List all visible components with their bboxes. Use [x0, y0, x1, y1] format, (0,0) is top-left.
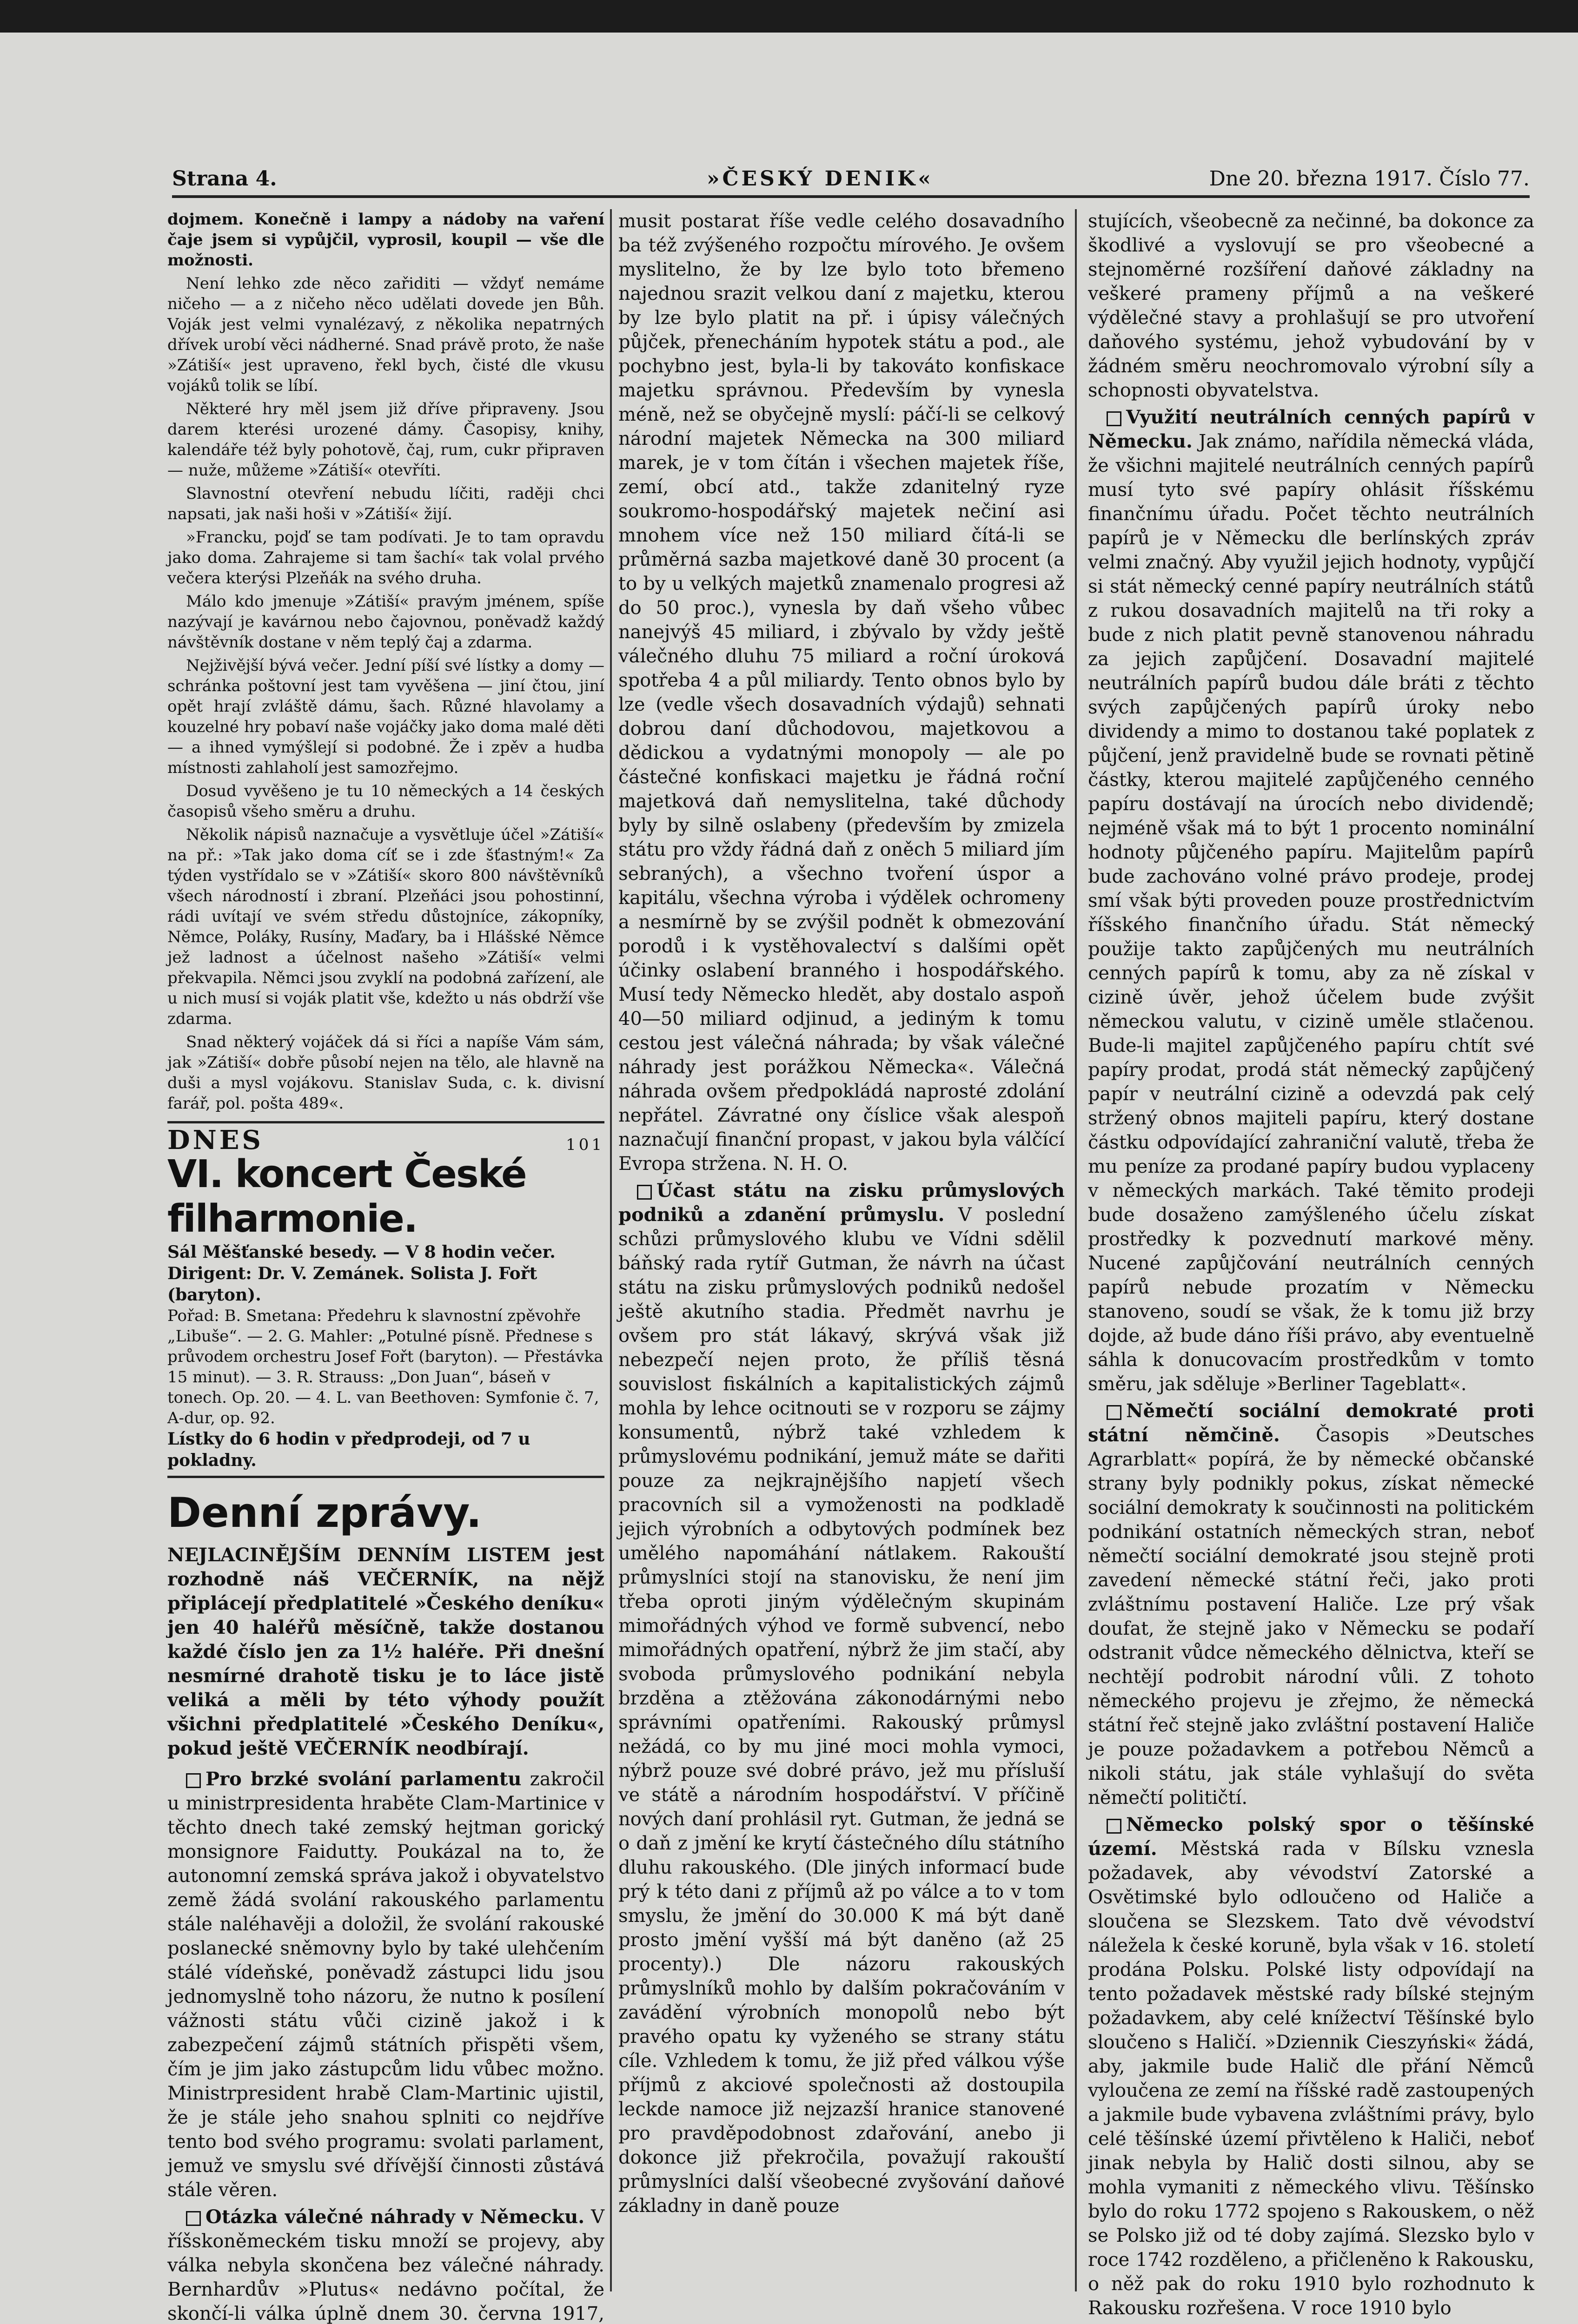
paragraph: Některé hry měl jsem již dříve připraveny. Jsou darem kterési urozené dámy. Časopisy, knihy, kalendáře též byly pohotově, čaj, rum, cukr připraven — nuže, můžeme »Zátiší« otevříti.: [167, 400, 604, 480]
news-body: Městská rada v Bílsku vznesla požadavek, aby vévodství Zatorské a Osvětimské bylo odloučeno od Haliče a sloučena se Slezskem. Tato dvě vévodství náležela k české koruně, byla však v 16. století prodána Polsku. Polské listy odpovídají na tento požadavek městské rady bílské stejným požadavkem, aby celé knížectví Těšínské bylo sloučeno s Haličí. »Dziennik Cieszyński« žádá, aby, jakmile bude Halič dle přání Němců vyloučena ze zemí na říšské radě zastoupených a jakmile bude vybavena zvláštními právy, bylo celé těšínské území přivtěleno k Haliči, neboť jinak nebyla by Halič dosti silnou, aby se mohla vymaniti z německého vlivu. Těšínsko bylo do roku 1772 spojeno s Rakouskem, o něž se Polsko již od té doby zajímá. Slezsko bylo v roce 1742 rozděleno, a přičleněno k Rakousku, o něž pak do roku 1910 bylo rozhodnuto k Rakousku rozřešena. V roce 1910 bylo: [1088, 1838, 1534, 2319]
column-divider: [1075, 209, 1077, 2291]
paragraph: Nejživější bývá večer. Jední píší své lístky a domy — schránka poštovní jest tam vyvěšena — jiní čtou, jiní opět hrají zvláště dámu, šach. Různé hlavolamy a kouzelné hry pobaví naše vojáčky jako doma malé děti — a ihned vymýšlejí si podobné. Že i zpěv a hudba místnosti zahlaholí jest samozřejmo.: [167, 656, 604, 777]
paragraph: Málo kdo jmenuje »Zátiší« pravým jménem, spíše nazývají je kavárnou nebo čajovnou, poněvadž každý návštěvník dostane v něm teplý čaj a zdarma.: [167, 592, 604, 652]
news-headline: Německo polský spor o těšínské území.: [1088, 1814, 1534, 1860]
paragraph: Několik nápisů naznačuje a vysvětluje účel »Zátiší« na př.: »Tak jako doma cíť se i zde šťastným!« Za týden vystřídalo se v »Zátiší« skoro 800 návštěvníků všech národností i zbraní. Plzeňáci jsou pohostinní, rádi uvítají ve svém středu důstojníce, zákopníky, Němce, Poláky, Rusíny, Maďary, ba i Hlášské Němce jež ladnost a účelnost našeho »Zátiší« velmi překvapila. Němci jsou zvyklí na podobná zařízení, ale u nich musí si voják platit vše, kdežto u nás obdrží vše zdarma.: [167, 825, 604, 1028]
page-content: [139, 33, 1534, 2324]
ad-program: Pořad: B. Smetana: Předehru k slavnostní zpěvohře „Libuše“. — 2. G. Mahler: „Potulné písně. Přednese s průvodem orchestru Josef Fořt (baryton). — Přestávka 15 minut). — 3. R. Strauss: „Don Juan“, báseň v tonech. Op. 20. — 4. L. van Beethoven: Symfonie č. 7, A-dur, op. 92.: [167, 1307, 603, 1427]
news-item: [1088, 405, 1534, 1396]
square-bullet-icon: [1107, 1819, 1121, 1834]
news-headline: Využití neutrálních cenných papírů v Německu.: [1088, 406, 1534, 452]
news-body: V poslední schůzi průmyslového klubu ve Vídni sdělil báňský rada rytíř Gutman, že návrh na účast státu na zisku průmyslových podniků nedošel ještě akutního stadia. Předmět navrhu je ovšem pro stát lákavý, skrývá však již nebezpečí nejen proto, že příliš těsná souvislost fiskálních a kapitalistických zájmů mohla by lehce ocitnouti se v rozporu se zájmy konsumentů, nýbrž také vzhledem k průmyslovému podnikání, jemuž máte se dařiti pouze za nejkrajnějšího napjetí všech pracovních sil a vymoženosti na podkladě jejich výrobních a odbytových podmínek bez umělého napomáhání nátlakem. Rakouští průmyslníci stojí na stanovisku, že není jim třeba oproti jiným výdělečným skupinám mimořádných výhod ve formě subvencí, nebo mimořádných opatření, nýbrž že jim stačí, aby svoboda průmyslového podnikání nebyla brzděna a ztěžována zákonodárnými nebo správními opatřeními. Rakouský průmysl nežádá, co by mu jiné moci mohla vymoci, nýbrž pouze své dobré právo, jež mu přísluší ve státě a národním hospodářství. V příčině nových daní prohlásil ryt. Gutman, že jedná se o daň z jmění ke krytí částečného dílu státního dluhu rakouského. (Dle jiných informací bude prý k této dani z příjmů až po válce a to v tom smyslu, že jmění do 30.000 K má být daně prosto jmění vyšší má být daněno (až 25 procenty).) Dle názoru rakouských průmyslníků mohlo by dalším pokračováním v zavádění výrobních monopolů nebo být pravého opatu ky vyženého se strany státu cíle. Vzhledem k tomu, že již před válkou výše příjmů z akciové společnosti až dostoupila leckde namoce již nejzazší hranice stanovené pro pravděpodobnost zdařování, anebo ji dokonce již překročila, považují rakouští průmyslníci další všeobecné zvyšování daňové základny in daně pouze: [618, 1204, 1065, 2217]
news-headline: Němečtí sociální demokraté proti státní němčině.: [1088, 1400, 1534, 1446]
square-bullet-icon: [1107, 411, 1121, 426]
column-2: [618, 209, 1065, 2301]
newspaper-title: »ČESKÝ DENIK«: [707, 167, 934, 191]
news-body: Jak známo, nařídila německá vláda, že všichni majitelé neutrálních cenných papírů musí tyto své papíry ohlásit říšskému finančnímu úřadu. Počet těchto neutrálních papírů je v Německu dle berlínských zpráv velmi značný. Aby využil jejich hodnoty, vypůjčí si stát německý cenné papíry neutrálních států z rukou dosavadních majitelů na tři roky a bude z nich platit pevně stanovenou náhradu za jejich zapůjčení. Dosavadní majitelé neutrálních papírů budou dále bráti z těchto svých zapůjčených papírů úroky nebo dividendy a mimo to dostanou také poplatek z půjčení, jenž pravidelně bude se rovnati pětině částky, kterou majitelé zapůjčeného cenného papíru dostávají na úrocích nebo dividendě; nejméně však má to být 1 procento nominální hodnoty půjčeného papíru. Majitelům papírů bude zachováno volné právo prodeje, prodej smí však býti proveden pouze prostřednictvím říšského finančního úřadu. Stát německý použije takto zapůjčených mu neutrálních cenných papírů k tomu, aby za ně získal v cizině úvěr, jehož účelem bude zvýšit německou valutu, v cizině uměle stlačenou. Bude-li majitel zapůjčeného papíru chtít své papíry prodat, prodá stát německý zapůjčený papír v neutrální cizině a odevzdá pak celý stržený obnos majiteli papíru, který dostane částku odpovídající zahraniční valutě, třeba že mu peníze za prodané papíry budou vyplaceny v německých markách. Také těmito prodeji bude dosaženo zamýšleného účelu získat prostředky k pozvednutí markové měny. Nucené zapůjčování neutrálních cenných papírů nebude prozatím v Německu stanoveno, soudí se však, že k tomu již brzy dojde, až bude dáno říši právo, aby eventuelně sáhla k donucovacím prostředkům v tomto směru, jak sděluje »Berliner Tageblatt«.: [1088, 431, 1534, 1395]
news-headline: Otázka válečné náhrady v Německu.: [206, 2206, 585, 2228]
news-body: V říšskoněmeckém tisku množí se projevy, aby válka nebyla skončena bez válečné náhrady. Bernhardův »Plutus« nedávno počítal, že skončí-li válka úplně dnem 30. června 1917,: [167, 2206, 604, 2324]
paragraph: musit postarat říše vedle celého dosavadního ba též zvýšeného rozpočtu mírového. Je ovšem myslitelno, že by lze bylo toto břemeno najednou srazit velkou daní z majetku, kterou by lze bylo platit na př. i úpisy válečných půjček, přenecháním hypotek státu a pod., ale pochybno jest, byla-li by takováto konfiskace majetku správnou. Především by vynesla méně, než se obyčejně myslí: páčí-li se celkový národní majetek Německa na 300 miliard marek, je v tom čítán i všechen majetek říše, zemí, obcí atd., takže zdanitelný ryze soukromo-hospodářský majetek nečiní asi mnohem více než 150 miliard čítá-li se průměrná sazba majetkové daně 30 procent (a to by u velkých majetků znamenalo progresi až do 50 proc.), vynesla by daň všeho vůbec nanejvýš 45 miliard, i zbývalo by vždy ještě válečného dluhu 75 miliard a roční úroková spotřeba 4 a půl miliardy. Tento obnos bylo by lze (vedle všech dosavadních výdajů) sehnati dobrou daní důchodovou, majetkovou a dědickou a vydatnými monopoly — ale po částečné konfiskaci majetku je řádná roční majetková daň nemyslitelna, také důchody byly by silně oslabeny (především by zmizela státu pro vždy řádná daň z oněch 5 miliard jím sebraných), a všechno tvoření úspor a kapitálu, všechna výroba i výdělek ochromeny a nesmírně by se zvýšil podnět k obmezování porodů i k vystěhovalectví s dalšími opět účinky oslabení branného i hospodářského. Musí tedy Německo hledět, aby dostalo aspoň 40—50 miliard odjinud, a jediným k tomu cestou jest válečná náhrada; by však válečné náhrady jest porážkou Německa«. Válečná náhrada ovšem předpokládá naprosté zdolání nepřátel. Závratné ony číslice však alespoň naznačují finanční propast, v jakou byla válčící Evropa stržena. N. H. O.: [618, 211, 1065, 1175]
paragraph: Snad některý vojáček dá si říci a napíše Vám sám, jak »Zátiší« dobře působí nejen na tělo, ale hlavně na duši a mysl vojákovu. Stanislav Suda, c. k. divisní farář, pol. pošta 489«.: [167, 1033, 604, 1113]
news-item: [167, 1767, 604, 2202]
paragraph: dojmem. Konečně i lampy a nádoby na vaření čaje jsem si vypůjčil, vyprosil, koupil — vše dle možnosti.: [167, 210, 604, 270]
paragraph: Slavnostní otevření nebudu líčiti, raději chci napsati, jak naši hoši v »Zátiší« žijí.: [167, 484, 604, 523]
square-bullet-icon: [186, 1773, 201, 1788]
news-item: [618, 1179, 1065, 2218]
article-zatisi: [167, 209, 604, 1114]
paragraph: Dosud vyvěšeno je tu 10 německých a 14 českých časopisů všeho směru a druhu.: [167, 782, 604, 821]
square-bullet-icon: [186, 2211, 201, 2226]
ad-conductor: Dirigent: Dr. V. Zemánek. Solista J. Fořt (baryton).: [167, 1264, 537, 1305]
ad-title: VI. koncert České filharmonie.: [167, 1152, 526, 1241]
paragraph: Není lehko zde něco zařiditi — vždyť nemáme ničeho — a z ničeho něco udělati dovede jen Bůh. Voják jest velmi vynalézavý, z několika nepatrných dřívek urobí věci nádherné. Snad právě proto, že naše »Zátiší« jest upraveno, řekl bych, čisté dle vkusu vojáků tolik se líbí.: [167, 274, 604, 395]
news-item: [167, 2205, 604, 2324]
news-headline: Účast státu na zisku průmyslových podniků a zdanění průmyslu.: [618, 1180, 1065, 1226]
square-bullet-icon: [637, 1185, 652, 1200]
paragraph: stujících, všeobecně za nečinné, ba dokonce za škodlivé a vyslovují se pro všeobecné a stejnoměrné rozšíření daňové základny na veškeré prameny příjmů a na veškeré výdělečné stavy a prohlašují se pro utvoření daňového systému, jehož vybudování by v žádném směru neochromovalo výrobní síly a schopnosti obyvatelstva.: [1088, 211, 1534, 401]
square-bullet-icon: [1107, 1405, 1121, 1420]
news-item: [1088, 1813, 1534, 2320]
masthead: [172, 158, 1530, 198]
column-1: [167, 209, 604, 2324]
ad-headline: DNES 101: [167, 1128, 604, 1152]
newspaper-page: [0, 33, 1578, 2324]
news-body: zakročil u ministrpresidenta hraběte Clam-Martinice v těchto dnech také zemský hejtman gorický monsignore Faidutty. Poukázal na to, že autonomní zemská správa jakož i obyvatelstvo země žádá svolání rakouského parlamentu stále naléhavěji a doložil, že svolání rakouské poslanecké sněmovny bylo by také ulehčením stálé vídeňské, poněvadž zástupci lidu jsou jednomyslně toho názoru, že nutno k posílení vážnosti státu vůči cizině jakož i k zabezpečení zájmů státních přispěti všem, čím je jim jako zástupcům lidu vůbec možno. Ministrpresident hrabě Clam-Martinic ujistil, že je stále jeho snahou splniti co nejdříve tento bod svého programu: svolati parlament, jemuž ve smyslu své dřívější činnosti zůstává stále věren.: [167, 1769, 604, 2201]
ad-number: 101: [566, 1136, 604, 1154]
ad-tickets: Lístky do 6 hodin v předprodeji, od 7 u pokladny.: [167, 1429, 530, 1470]
news-body: Časopis »Deutsches Agrarblatt« popírá, že by německé občanské strany byly podnikly pokus, získat německé sociální demokraty k součinnosti na politickém podnikání ostatních německých stran, neboť němečtí sociální demokraté jsou stejně proti zavedení německé státní řeči, jako proti zvláštnímu postavení Haliče. Lze prý však doufat, že stejně jako v Německu se podaří odstranit vůdce německého dělnictva, kteří se nechtějí podrobit národní vůli. Z tohoto německého projevu je zřejmo, že německá státní řeč stejně jako zvláštní postavení Haliče je pouze požadavkem a potřebou Němců a nikoli státu, jak stále vyhlašují do světa němečtí političtí.: [1088, 1425, 1534, 1809]
section-title: Denní zprávy.: [167, 1489, 482, 1537]
page-number: Strana 4.: [172, 167, 277, 191]
news-item: [1088, 1399, 1534, 1810]
issue-date: Dne 20. března 1917. Číslo 77.: [1209, 167, 1530, 191]
concert-advertisement: [167, 1121, 604, 1478]
news-headline: Pro brzké svolání parlamentu: [206, 1768, 522, 1790]
subscription-notice: NEJLACINĚJŠÍM DENNÍM LISTEM jest rozhodně náš VEČERNÍK, na nějž připlácejí předplatitelé »Českého deníku« jen 40 haléřů měsíčně, takže dostanou každé číslo jen za 1½ haléře. Při dnešní nesmírné drahotě tisku je to láce jistě veliká a měli by této výhody použít všichni předplatitelé »Českého Deníku«, pokud ještě VEČERNÍK neodbírají.: [167, 1544, 604, 1759]
paragraph: »Francku, pojď se tam podívati. Je to tam opravdu jako doma. Zahrajeme si tam šachí« tak volal prvého večera kterýsi Plzeňák na svého druha.: [167, 528, 604, 588]
column-divider: [610, 209, 612, 2291]
column-3: [1088, 209, 1534, 2319]
ad-venue: Sál Měšťanské besedy. — V 8 hodin večer.: [167, 1242, 556, 1262]
